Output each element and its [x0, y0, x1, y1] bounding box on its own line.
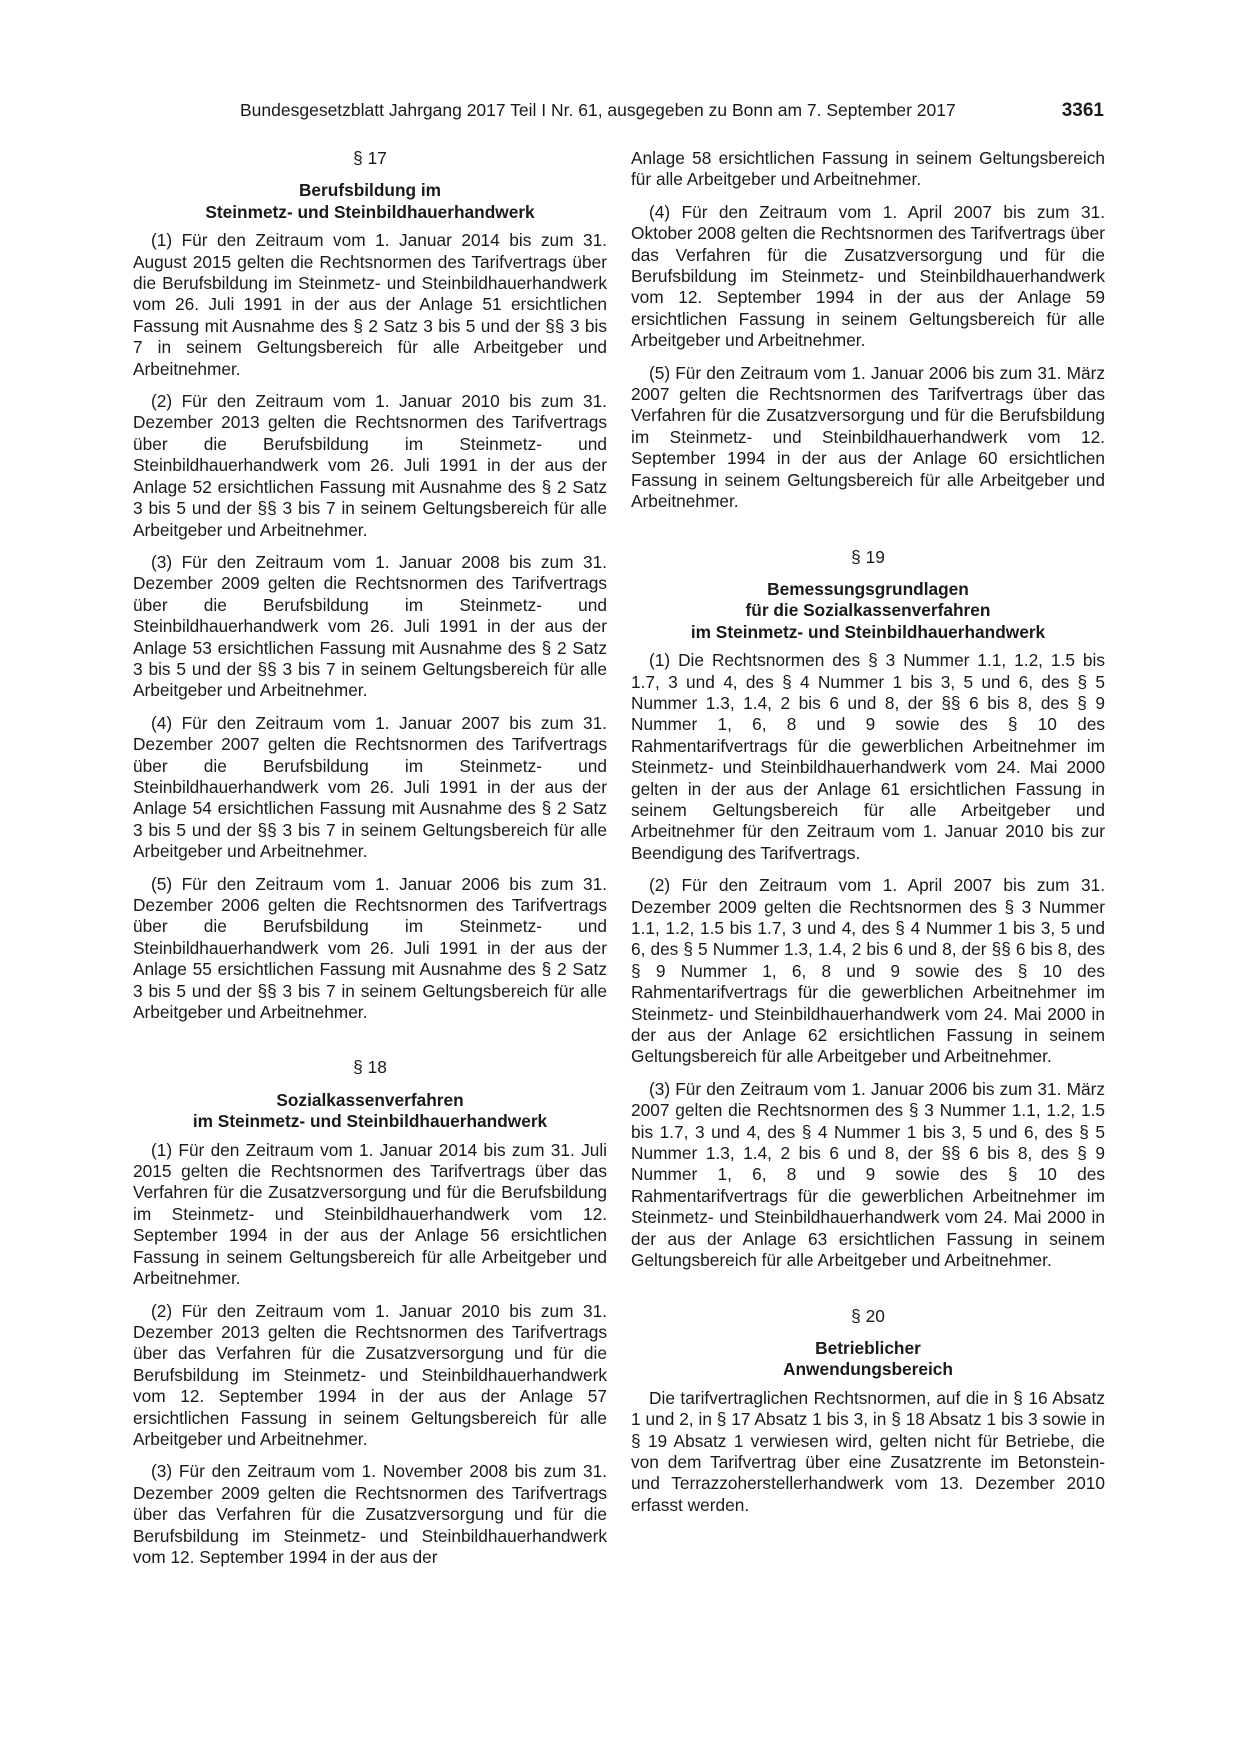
section-17-title-line-2: Steinmetz- und Steinbildhauerhandwerk	[205, 201, 535, 222]
section-19-title-line-1: Bemessungsgrundlagen	[767, 578, 969, 599]
section-20-title-line-2: Anwendungsbereich	[783, 1359, 953, 1380]
section-18-paragraph-4: (4) Für den Zeitraum vom 1. April 2007 bis zum 31. Oktober 2008 gelten die Rechtsnormen des Tarifvertrags über das Verfahren für die Zusatzversorgung und für die Berufsbildung im Steinmetz- und Steinbildhauerhandwerk vom 12. September 1994 in der aus der Anlage 59 ersichtlichen Fassung in seinem Geltungsbereich für alle Arbeitgeber und Arbeitnehmer.	[631, 201, 1105, 351]
section-18-paragraph-5: (5) Für den Zeitraum vom 1. Januar 2006 bis zum 31. März 2007 gelten die Rechtsnormen des Tarifvertrags über das Verfahren für die Zusatzversorgung und für die Berufsbildung im Steinmetz- und Steinbildhauerhandwerk vom 12. September 1994 in der aus der Anlage 60 ersichtlichen Fassung in seinem Geltungsbereich für alle Arbeitgeber und Arbeitnehmer.	[631, 362, 1105, 512]
section-17-paragraph-5: (5) Für den Zeitraum vom 1. Januar 2006 bis zum 31. Dezember 2006 gelten die Rechtsnormen des Tarifvertrags über die Berufsbildung im Steinmetz- und Steinbildhauerhandwerk vom 26. Juli 1991 in der aus der Anlage 55 ersichtlichen Fassung mit Ausnahme des § 2 Satz 3 bis 5 und der §§ 3 bis 7 in seinem Geltungsbereich für alle Arbeitgeber und Arbeitnehmer.	[133, 873, 607, 1023]
page-number: 3361	[1061, 100, 1104, 121]
left-column	[133, 148, 607, 1568]
section-18-paragraph-1: (1) Für den Zeitraum vom 1. Januar 2014 bis zum 31. Juli 2015 gelten die Rechtsnormen des Tarifvertrags über das Verfahren für die Zusatzversorgung und für die Berufsbildung im Steinmetz- und Steinbildhauerhandwerk vom 12. September 1994 in der aus der Anlage 56 ersichtlichen Fassung in seinem Geltungsbereich für alle Arbeitgeber und Arbeitnehmer.	[133, 1139, 607, 1289]
section-19-paragraph-1: (1) Die Rechtsnormen des § 3 Nummer 1.1, 1.2, 1.5 bis 1.7, 3 und 4, des § 4 Nummer 1 bis 3, 5 und 6, des § 5 Nummer 1.3, 1.4, 2 bis 6 und 8, der §§ 6 bis 8, des § 9 Nummer 1, 6, 8 und 9 sowie des § 10 des Rahmentarifvertrags für die gewerblichen Arbeitnehmer im Steinmetz- und Steinbildhauerhandwerk vom 24. Mai 2000 gelten in der aus der Anlage 61 ersichtlichen Fassung in seinem Geltungsbereich für alle Arbeitgeber und Arbeitnehmer für den Zeitraum vom 1. Januar 2010 bis zur Beendigung des Tarifvertrags.	[631, 650, 1105, 863]
section-19-title-line-2: für die Sozialkassenverfahren	[745, 600, 991, 621]
section-19-paragraph-2: (2) Für den Zeitraum vom 1. April 2007 bis zum 31. Dezember 2009 gelten die Rechtsnormen des § 3 Nummer 1.1, 1.2, 1.5 bis 1.7, 3 und 4, des § 4 Nummer 1 bis 3, 5 und 6, des § 5 Nummer 1.3, 1.4, 2 bis 6 und 8, der §§ 6 bis 8, des § 9 Nummer 1, 6, 8 und 9 sowie des § 10 des Rahmentarifvertrags für die gewerblichen Arbeitnehmer im Steinmetz- und Steinbildhauerhandwerk vom 24. Mai 2000 in der aus der Anlage 62 ersichtlichen Fassung in seinem Geltungsbereich für alle Arbeitgeber und Arbeitnehmer.	[631, 875, 1105, 1067]
section-18-paragraph-3-end: Anlage 58 ersichtlichen Fassung in seinem Geltungsbereich für alle Arbeitgeber und Arbeitnehmer.	[631, 148, 1105, 190]
running-title: Bundesgesetzblatt Jahrgang 2017 Teil I Nr. 61, ausgegeben zu Bonn am 7. September 2017	[240, 100, 956, 120]
section-19-title-line-3: im Steinmetz- und Steinbildhauerhandwerk	[690, 621, 1046, 642]
section-19-number: § 19	[851, 546, 885, 567]
section-20-title-line-1: Betrieblicher	[815, 1337, 921, 1358]
section-18-paragraph-2: (2) Für den Zeitraum vom 1. Januar 2010 bis zum 31. Dezember 2013 gelten die Rechtsnormen des Tarifvertrags über das Verfahren für die Zusatzversorgung und für die Berufsbildung im Steinmetz- und Steinbildhauerhandwerk vom 12. September 1994 in der aus der Anlage 57 ersichtlichen Fassung in seinem Geltungsbereich für alle Arbeitgeber und Arbeitnehmer.	[133, 1300, 607, 1449]
right-column	[631, 148, 1105, 1516]
page-header	[240, 99, 1104, 122]
section-17-paragraph-4: (4) Für den Zeitraum vom 1. Januar 2007 bis zum 31. Dezember 2007 gelten die Rechtsnormen des Tarifvertrags über die Berufsbildung im Steinmetz- und Steinbildhauerhandwerk vom 26. Juli 1991 in der aus der Anlage 54 ersichtlichen Fassung mit Ausnahme des § 2 Satz 3 bis 5 und der §§ 3 bis 7 in seinem Geltungsbereich für alle Arbeitgeber und Arbeitnehmer.	[133, 712, 607, 862]
section-20-number: § 20	[851, 1305, 885, 1326]
section-18-title-line-1: Sozialkassenverfahren	[276, 1089, 464, 1110]
section-19-paragraph-3: (3) Für den Zeitraum vom 1. Januar 2006 bis zum 31. März 2007 gelten die Rechtsnormen des § 3 Nummer 1.1, 1.2, 1.5 bis 1.7, 3 und 4, des § 4 Nummer 1 bis 3, 5 und 6, des § 5 Nummer 1.3, 1.4, 2 bis 6 und 8, der §§ 6 bis 8, des § 9 Nummer 1, 6, 8 und 9 sowie des § 10 des Rahmentarifvertrags für die gewerblichen Arbeitnehmer im Steinmetz- und Steinbildhauerhandwerk vom 24. Mai 2000 in der aus der Anlage 63 ersichtlichen Fassung in seinem Geltungsbereich für alle Arbeitgeber und Arbeitnehmer.	[631, 1078, 1105, 1271]
section-20-paragraph-1: Die tarifvertraglichen Rechtsnormen, auf die in § 16 Absatz 1 und 2, in § 17 Absatz 1 bis 3, in § 18 Absatz 1 bis 3 sowie in § 19 Absatz 1 verwiesen wird, gelten nicht für Betriebe, die von dem Tarifvertrag über eine Zusatzrente im Betonstein- und Terrazzoherstellerhandwerk vom 13. Dezember 2010 erfasst werden.	[631, 1387, 1105, 1515]
section-18-paragraph-3-start: (3) Für den Zeitraum vom 1. November 2008 bis zum 31. Dezember 2009 gelten die Rechtsnormen des Tarifvertrags über das Verfahren für die Zusatzversorgung und für die Berufsbildung im Steinmetz- und Steinbildhauerhandwerk vom 12. September 1994 in der aus der	[133, 1461, 607, 1567]
section-17-number: § 17	[353, 148, 387, 168]
section-18-title-line-2: im Steinmetz- und Steinbildhauerhandwerk	[192, 1111, 548, 1132]
section-17-title-line-1: Berufsbildung im	[298, 180, 442, 201]
section-17-paragraph-2: (2) Für den Zeitraum vom 1. Januar 2010 bis zum 31. Dezember 2013 gelten die Rechtsnormen des Tarifvertrags über die Berufsbildung im Steinmetz- und Steinbildhauerhandwerk vom 26. Juli 1991 in der aus der Anlage 52 ersichtlichen Fassung mit Ausnahme des § 2 Satz 3 bis 5 und der §§ 3 bis 7 in seinem Geltungsbereich für alle Arbeitgeber und Arbeitnehmer.	[133, 391, 607, 540]
section-17-paragraph-1: (1) Für den Zeitraum vom 1. Januar 2014 bis zum 31. August 2015 gelten die Rechtsnormen des Tarifvertrags über die Berufsbildung im Steinmetz- und Steinbildhauerhandwerk vom 26. Juli 1991 in der aus der Anlage 51 ersichtlichen Fassung mit Ausnahme des § 2 Satz 3 bis 5 und der §§ 3 bis 7 in seinem Geltungsbereich für alle Arbeitgeber und Arbeitnehmer.	[133, 230, 607, 379]
section-17-paragraph-3: (3) Für den Zeitraum vom 1. Januar 2008 bis zum 31. Dezember 2009 gelten die Rechtsnormen des Tarifvertrags über die Berufsbildung im Steinmetz- und Steinbildhauerhandwerk vom 26. Juli 1991 in der aus der Anlage 53 ersichtlichen Fassung mit Ausnahme des § 2 Satz 3 bis 5 und der §§ 3 bis 7 in seinem Geltungsbereich für alle Arbeitgeber und Arbeitnehmer.	[133, 551, 607, 701]
section-18-number: § 18	[353, 1057, 387, 1078]
